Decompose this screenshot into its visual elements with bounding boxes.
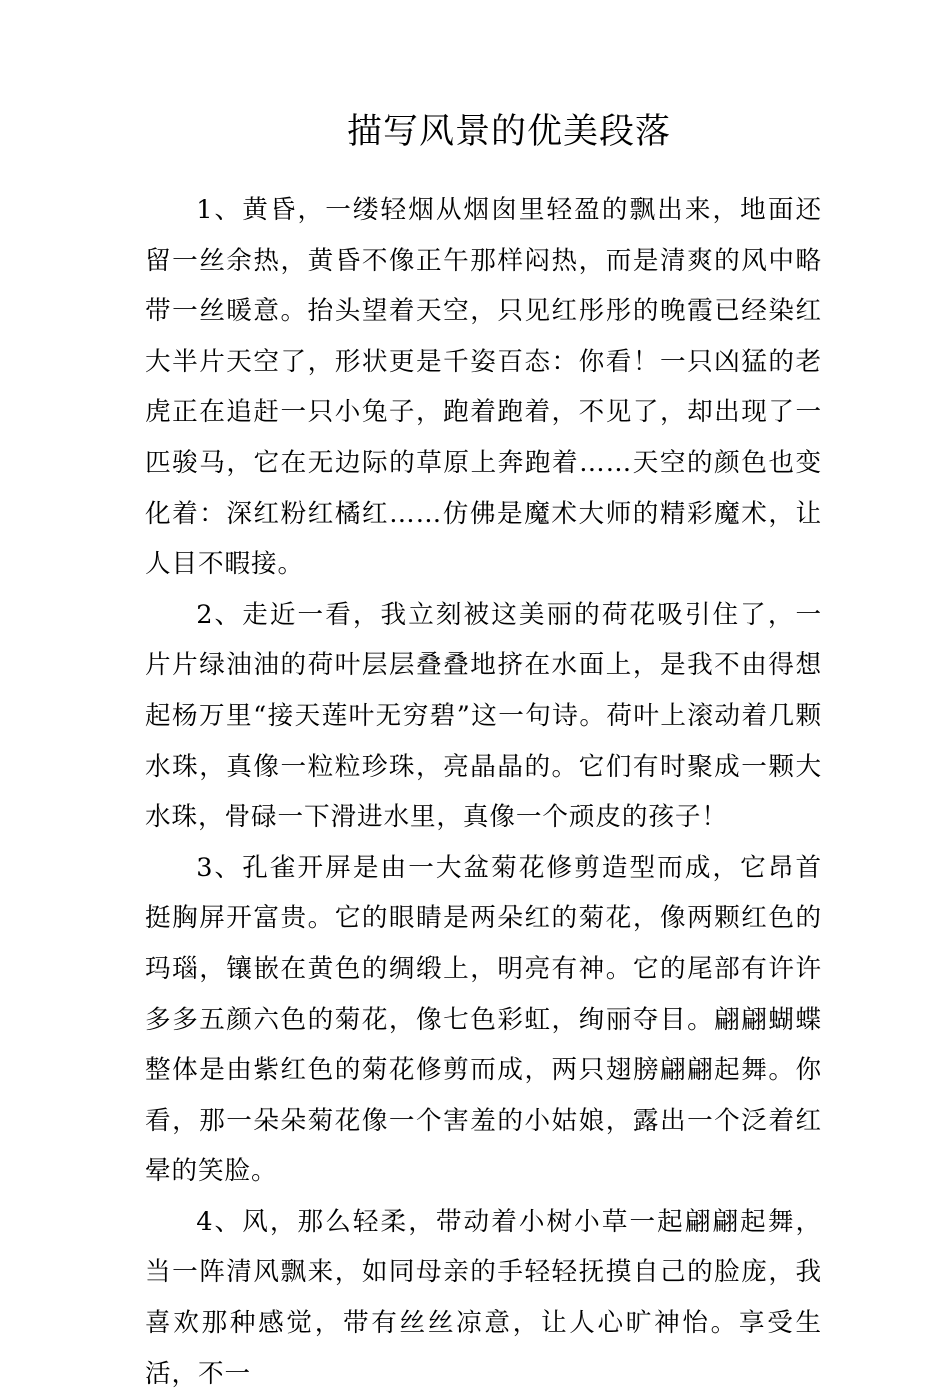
document-title: 描写风景的优美段落 (346, 112, 671, 152)
paragraph-2: 2、走近一看，我立刻被这美丽的荷花吸引住了，一片片绿油油的荷叶层层叠叠地挤在水面上，是我不由得想起杨万里“接天莲叶无穷碧”这一句诗。荷叶上滚动着几颗水珠，真像一粒粒珍珠，亮晶晶的。它们有时聚成一颗大水珠，骨碌一下滑进水里，真像一个顽皮的孩子！ (145, 599, 822, 833)
paragraph-1: 1、黄昏，一缕轻烟从烟囱里轻盈的飘出来，地面还留一丝余热，黄昏不像正午那样闷热，而是清爽的风中略带一丝暖意。抬头望着天空，只见红彤彤的晚霞已经染红大半片天空了，形状更是千姿百态：你看！一只凶猛的老虎正在追赶一只小兔子，跑着跑着，不见了，却出现了一匹骏马，它在无边际的草原上奔跑着……天空的颜色也变化着：深红粉红橘红……仿佛是魔术大师的精彩魔术，让人目不暇接。 (145, 195, 822, 580)
paragraph-3: 3、孔雀开屏是由一大盆菊花修剪造型而成，它昂首挺胸屏开富贵。它的眼睛是两朵红的菊花，像两颗红色的玛瑙，镶嵌在黄色的绸缎上，明亮有神。它的尾部有许许多多五颜六色的菊花，像七色彩虹，绚丽夺目。翩翩蝴蝶整体是由紫红色的菊花修剪而成，两只翅膀翩翩起舞。你看，那一朵朵菊花像一个害羞的小姑娘，露出一个泛着红晕的笑脸。 (145, 852, 822, 1187)
document-body (145, 185, 822, 1399)
paragraph-4: 4、风，那么轻柔，带动着小树小草一起翩翩起舞，当一阵清风飘来，如同母亲的手轻轻抚摸自己的脸庞，我喜欢那种感觉，带有丝丝凉意，让人心旷神怡。享受生活，不一 (145, 1206, 822, 1389)
